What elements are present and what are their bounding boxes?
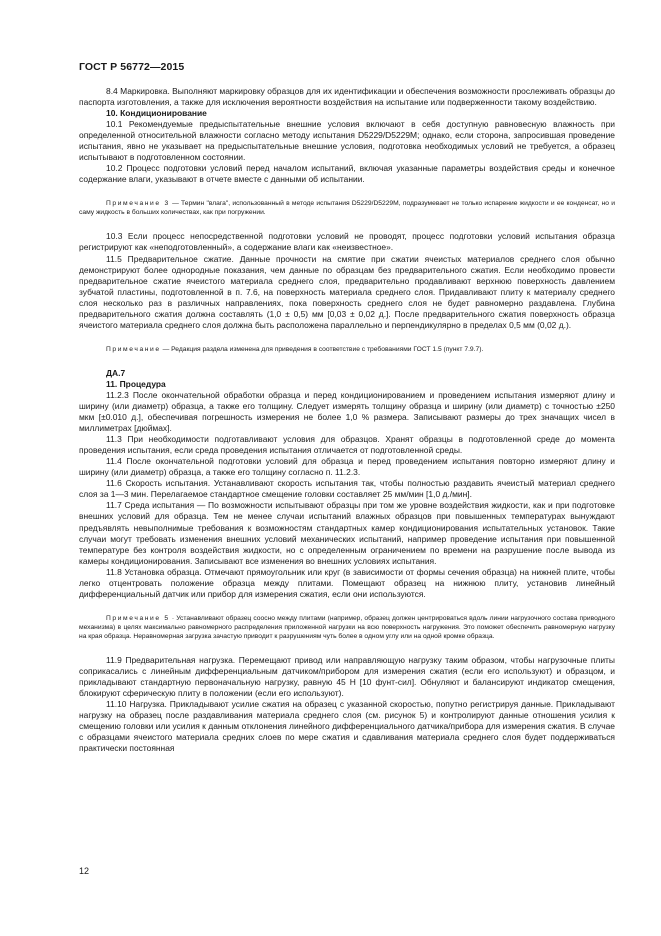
paragraph-10-2: 10.2 Процесс подготовки условий перед началом испытаний, включая указанные параметры воздействия среды и конечное содержание влаги, указывают в отчете вместе с данными об испытании. xyxy=(79,163,615,185)
paragraph-8-4: 8.4 Маркировка. Выполняют маркировку образцов для их идентификации и обеспечения возможности прослеживать образцы до паспорта изготовления, а также для исключения вероятности воздействия на испытание или подверженности такому воздействию. xyxy=(79,86,615,108)
note-3-label: Примечание 3 xyxy=(106,200,170,208)
annex-clause-da7: ДА.7 xyxy=(106,367,126,378)
paragraph-10-3: 10.3 Если процесс непосредственной подготовки условий не проводят, процесс подготовки условий испытания образца регистрируют как «неподготовленный», а содержание влаги как «неизвестное». xyxy=(79,231,615,253)
paragraph-11-4: 11.4 После окончательной подготовки условий для образца и перед проведением испытания повторно измеряют длину и ширину (или диаметр) образца, а также его толщину согласно п. 11.2.3. xyxy=(79,456,615,478)
paragraph-11-5: 11.5 Предварительное сжатие. Данные прочности на смятие при сжатии ячеистых материалов среднего слоя обычно демонстрируют более однородные показания, чем данные по образцам без предварительного сжатия. Если необходимо провести предварительное сжатие ячеистого материала среднего слоя, предварительно продавливают верхнюю поверхность давлением зубчатой пластины, подготовленной в п. 7.6, на поверхность материала среднего слоя. Придавливают плиту к материалу среднего слоя несколько раз в различных направлениях, пока поверхность среднего слоя не будет равномерно раздавлена. Глубина предварительного сжатия должна составлять (1,0 ± 0,5) мм [0,03 ± 0,02 д.]. После предварительного сжатия поверхность образца ячеистого материала среднего слоя должна быть расположена параллельно и перпендикулярно в пределах 0,5 мм (0,02 д.). xyxy=(79,253,615,330)
note-5-label: Примечание 5 xyxy=(106,614,170,622)
note-edit xyxy=(79,345,615,354)
document-body xyxy=(79,86,615,754)
paragraph-11-10: 11.10 Нагрузка. Прикладывают усилие сжатия на образец с указанной скоростью, попутно регистрируя данные. Прикладывают нагрузку на образец после раздавливания материала среднего слоя (см. рисунок 5) и контролируют данные отношения усилия к смещению головки или усилия к данным отклонения линейного дифференциального датчика/прибора для измерения сжатия. В случае с образцами ячеистого материала средних слоев по мере сжатия и сдавливания материала среднего слоя будет поддерживаться практически постоянная xyxy=(79,699,615,754)
paragraph-11-8: 11.8 Установка образца. Отмечают прямоугольник или круг (в зависимости от формы сечения образца) на нижней плите, чтобы легко отцентровать положение образца между плитами. Помещают образец на нижнюю плиту, установив линейный дифференциальный датчик или прибор для измерения сжатия, если они используются. xyxy=(79,566,615,599)
section-heading-11: 11. Процедура xyxy=(106,378,166,389)
note-3 xyxy=(79,199,615,217)
note-5 xyxy=(79,614,615,641)
paragraph-10-1: 10.1 Рекомендуемые предыспытательные внешние условия включают в себя доступную равновесную влажность при определенной относительной влажности согласно методу испытания D5229/D5229M; однако, если сторона, запросившая проведение испытания, явно не указывает на предыспытательные внешние условия, подготовка необходимых условий не требуется, а образец испытывают в подготовленном состоянии. xyxy=(79,119,615,163)
section-heading-10: 10. Кондиционирование xyxy=(106,108,207,119)
note-3-text: — Термин "влага", использованный в методе испытания D5229/D5229M, подразумевает не только испарение жидкости и ее конденсат, но и саму жидкость в больших количествах, как при погружении. xyxy=(79,200,615,217)
note-edit-text: — Редакция раздела изменена для приведения в соответствие с требованиями ГОСТ 1.5 (пункт 7.9.7). xyxy=(160,345,484,353)
document-header: ГОСТ Р 56772—2015 xyxy=(79,61,185,73)
page-number: 12 xyxy=(79,866,90,876)
paragraph-11-6: 11.6 Скорость испытания. Устанавливают скорость испытания так, чтобы полностью раздавить ячеистый материал среднего слоя за 1—3 мин. Перелагаемое стандартное смещение головки составляет 25 мм/мин [1,0 д./мин]. xyxy=(79,478,615,500)
note-edit-label: Примечание xyxy=(106,345,161,353)
paragraph-11-3: 11.3 При необходимости подготавливают условия для образцов. Хранят образцы в подготовленной среде до момента проведения испытания, если среда проведения испытания отличается от подготовленной среды. xyxy=(79,434,615,456)
paragraph-11-7: 11.7 Среда испытания — По возможности испытывают образцы при том же уровне воздействия жидкости, как и при подготовке внешних условий для образца. Тем не менее случаи испытаний влажных образцов при повышенных температурах вынуждают предъявлять невыполнимые требования к возможностям стандартных камер кондиционирования испытательных установок. Такие случаи могут требовать изменения внешних условий механических испытаний, например проведение испытания при повышенной температуре без контроля воздействия жидкости, но с определенным ограничением по времени на разрушение после вывода из камеры кондиционирования. Записывают все изменения во внешних условиях испытания. xyxy=(79,500,615,566)
note-5-text: · Устанавливают образец соосно между плитами (например, образец должен центрироваться вдоль линии нагрузочного состава приводного механизма) в целях максимально равномерного распределения приложенной нагрузки на всю поверхность нагружения. Это поможет обеспечить равномерную нагрузку на края образца. Неравномерная загрузка зачастую приводит к разрушениям чуть более в одном углу или на одной кромке образца. xyxy=(79,614,615,640)
paragraph-11-9: 11.9 Предварительная нагрузка. Перемещают привод или направляющую нагрузку таким образом, чтобы нагрузочные плиты соприкасались с линейным дифференциальным датчиком/прибором для измерения сжатия (если его используют) и образцом, и прикладывают стандартную первоначальную нагрузку, равную 45 Н [10 фунт-сил]. Обнуляют и балансируют индикатор смещения, блокируют сферическую плиту в положении (если его используют). xyxy=(79,654,615,698)
paragraph-11-2-3: 11.2.3 После окончательной обработки образца и перед кондиционированием и проведением испытания измеряют длину и ширину (или диаметр) образца, а также его толщину. Следует измерять толщину образца и ширину (или диаметр) с точностью ±250 мкм [±0.010 д.], обеспечивая погрешность измерения не более 1,0 % размера. Записывают размеры до трех значащих чисел в миллиметрах [дюймах]. xyxy=(79,389,615,434)
